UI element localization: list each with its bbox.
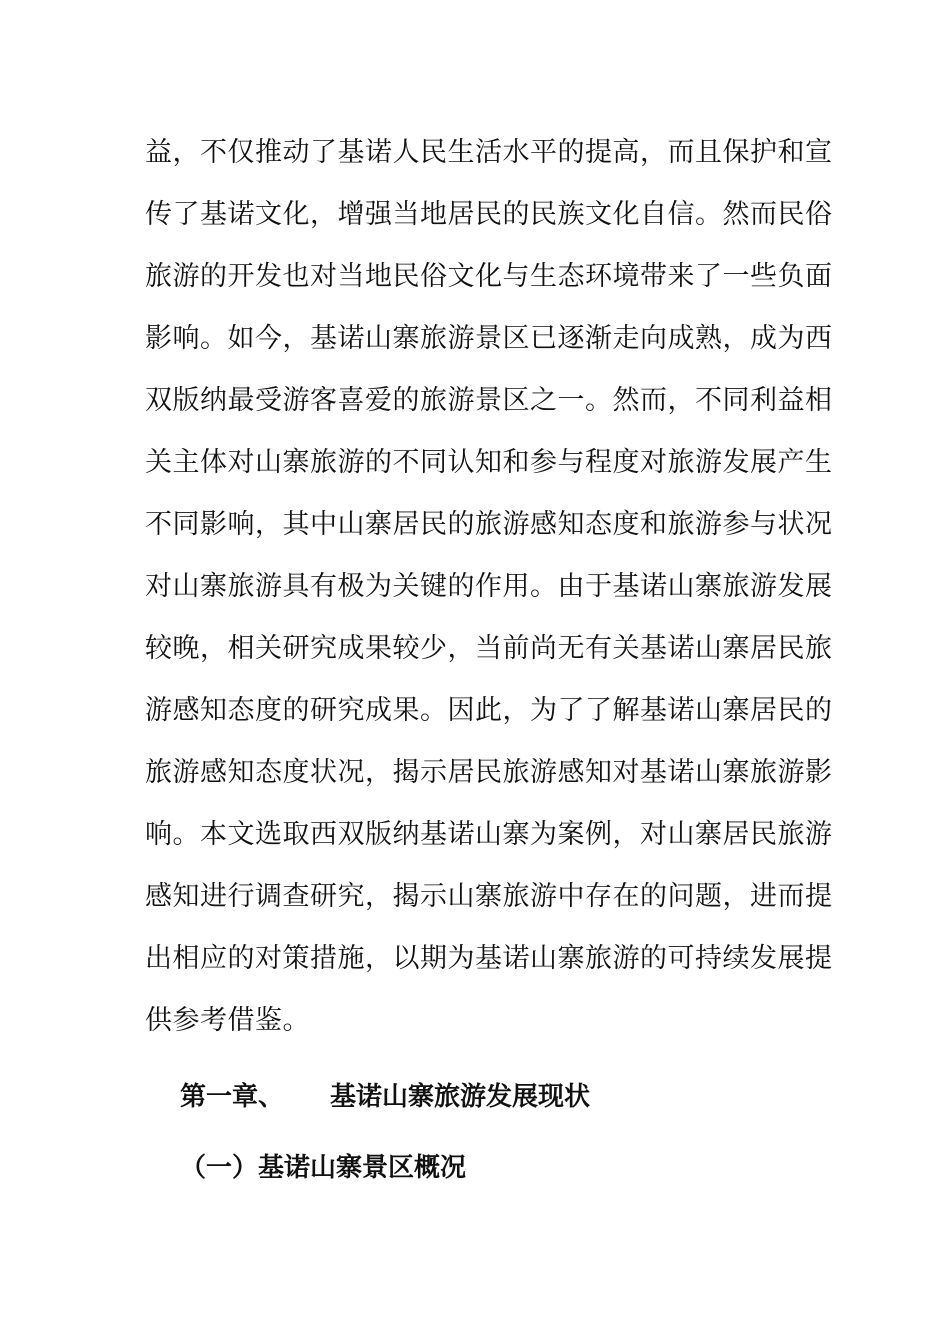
paragraph-line: 旅游感知态度状况，揭示居民旅游感知对基诺山寨旅游影 — [145, 757, 833, 788]
paragraph-line: 游感知态度的研究成果。因此，为了了解基诺山寨居民的 — [145, 695, 833, 726]
paragraph-line: 对山寨旅游具有极为关键的作用。由于基诺山寨旅游发展 — [145, 571, 833, 602]
paragraph-line: 较晚，相关研究成果较少，当前尚无有关基诺山寨居民旅 — [145, 633, 833, 664]
section-title: （一）基诺山寨景区概况 — [180, 1153, 467, 1183]
body-paragraph — [145, 130, 833, 1060]
paragraph-line: 益，不仅推动了基诺人民生活水平的提高，而且保护和宣 — [145, 137, 833, 168]
paragraph-line: 供参考借鉴。 — [145, 1005, 310, 1036]
paragraph-line: 影响。如今，基诺山寨旅游景区已逐渐走向成熟，成为西 — [145, 323, 833, 354]
paragraph-line: 感知进行调查研究，揭示山寨旅游中存在的问题，进而提 — [145, 881, 833, 912]
paragraph-line: 旅游的开发也对当地民俗文化与生态环境带来了一些负面 — [145, 261, 833, 292]
paragraph-line: 出相应的对策措施，以期为基诺山寨旅游的可持续发展提 — [145, 943, 833, 974]
paragraph-line: 不同影响，其中山寨居民的旅游感知态度和旅游参与状况 — [145, 509, 833, 540]
chapter-heading — [180, 1077, 590, 1117]
chapter-number: 第一章、 — [180, 1082, 285, 1112]
chapter-title: 基诺山寨旅游发展现状 — [330, 1082, 591, 1112]
paragraph-line: 双版纳最受游客喜爱的旅游景区之一。然而，不同利益相 — [145, 385, 833, 416]
paragraph-line: 响。本文选取西双版纳基诺山寨为案例，对山寨居民旅游 — [145, 819, 833, 850]
section-heading — [180, 1148, 466, 1188]
paragraph-line: 关主体对山寨旅游的不同认知和参与程度对旅游发展产生 — [145, 447, 833, 478]
paragraph-line: 传了基诺文化，增强当地居民的民族文化自信。然而民俗 — [145, 199, 833, 230]
